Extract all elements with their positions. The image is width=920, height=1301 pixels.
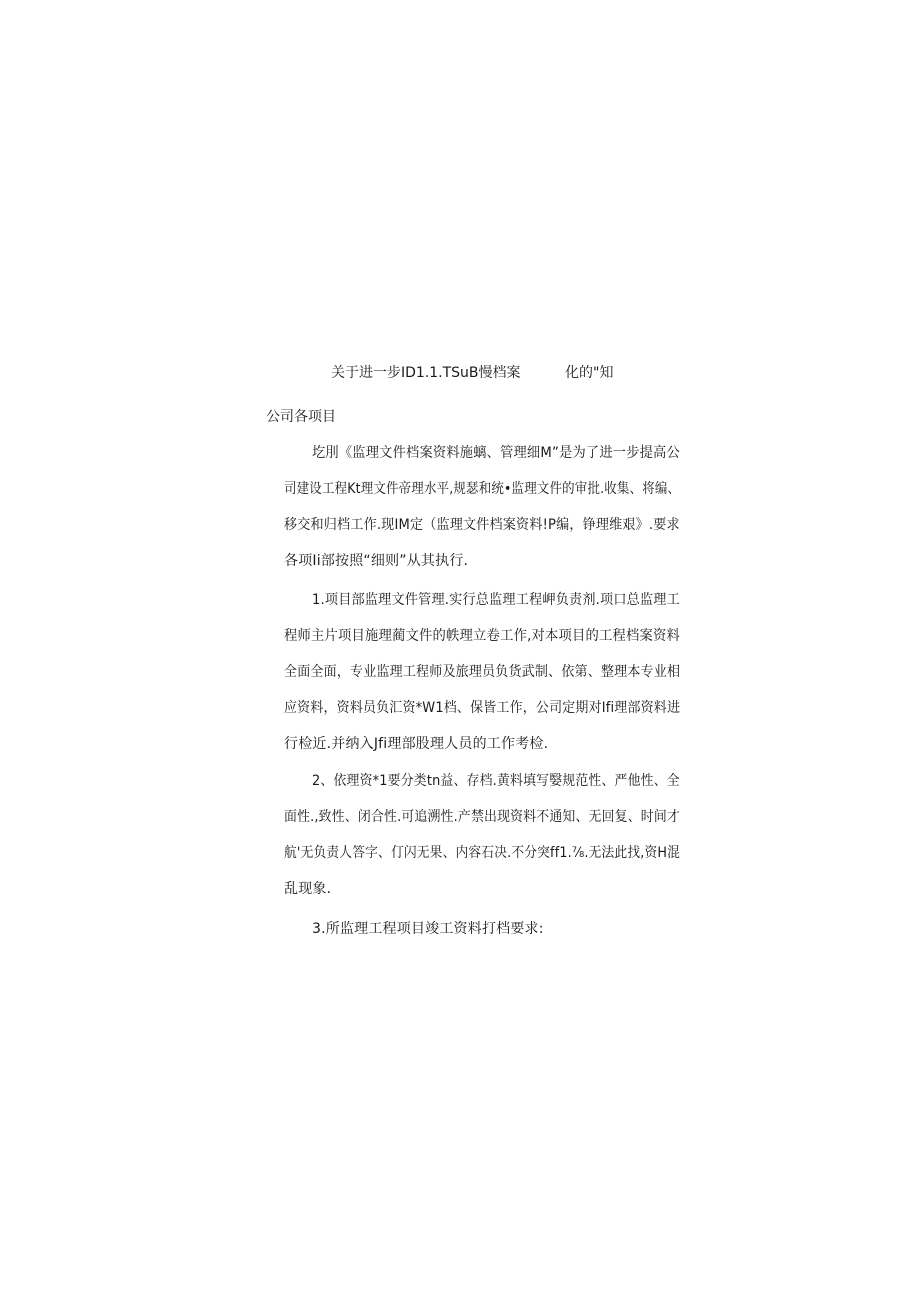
paragraph-3-line-4: 乱现象. — [284, 881, 332, 897]
title-right-part: 化的"知 — [565, 365, 614, 381]
title-left-part: 关于进一步ID1.1.TSuB慢档案 — [331, 365, 521, 381]
paragraph-3-line-1: 2、依理资*1要分类tn益、存档.黄料填写嫛规范性、严他性、全 — [312, 773, 680, 789]
paragraph-3-line-3: 航'无负责人答字、仃闪无果、内容石决.不分突ff1.⅞.无法此找,资H混 — [284, 845, 681, 861]
salutation: 公司各项目 — [266, 409, 336, 425]
paragraph-2-line-4: 应资料，资料员负汇资*W1档、保皆工作，公司定期对Ifi理部资料进 — [284, 700, 681, 716]
paragraph-1-line-4: 各项Ii部按照“细则”从其执行. — [284, 553, 469, 569]
paragraph-2-line-3: 全面全面，专业监理工程师及旅理员负货武制、依第、整理本专业相 — [284, 664, 681, 680]
paragraph-2-line-1: 1.项目部监理文件管理.实行总监理工程岬负责剂.项口总监理工 — [312, 592, 680, 608]
paragraph-1-line-1: 圪刖《监理文件档案资料施螭、管理细M”是为了进一步提高公 — [312, 445, 680, 461]
paragraph-2-line-2: 程师主片项目施理蔺文件的帙理立卷工作,对本项目的工程档案资料 — [284, 628, 681, 644]
document-title — [331, 361, 631, 385]
paragraph-2-line-5: 行检近.并纳入Jfi理部股理人员的工作考检. — [284, 736, 549, 752]
paragraph-1-line-2: 司建设工程Kt理文件帝理水平,规瑟和统•监理文件的审批.收集、将编、 — [284, 481, 681, 497]
paragraph-3-line-2: 面性.,致性、闭合性.可追溯性.产禁出现资料不通知、无回复、时间才 — [284, 809, 680, 825]
paragraph-1-line-3: 移交和归档工作.现IM定（监理文件档案资料!P编，铮理维艰》.要求 — [284, 517, 680, 533]
paragraph-4-line-1: 3.所监理工程项目竣工资料打档要求: — [312, 921, 544, 937]
